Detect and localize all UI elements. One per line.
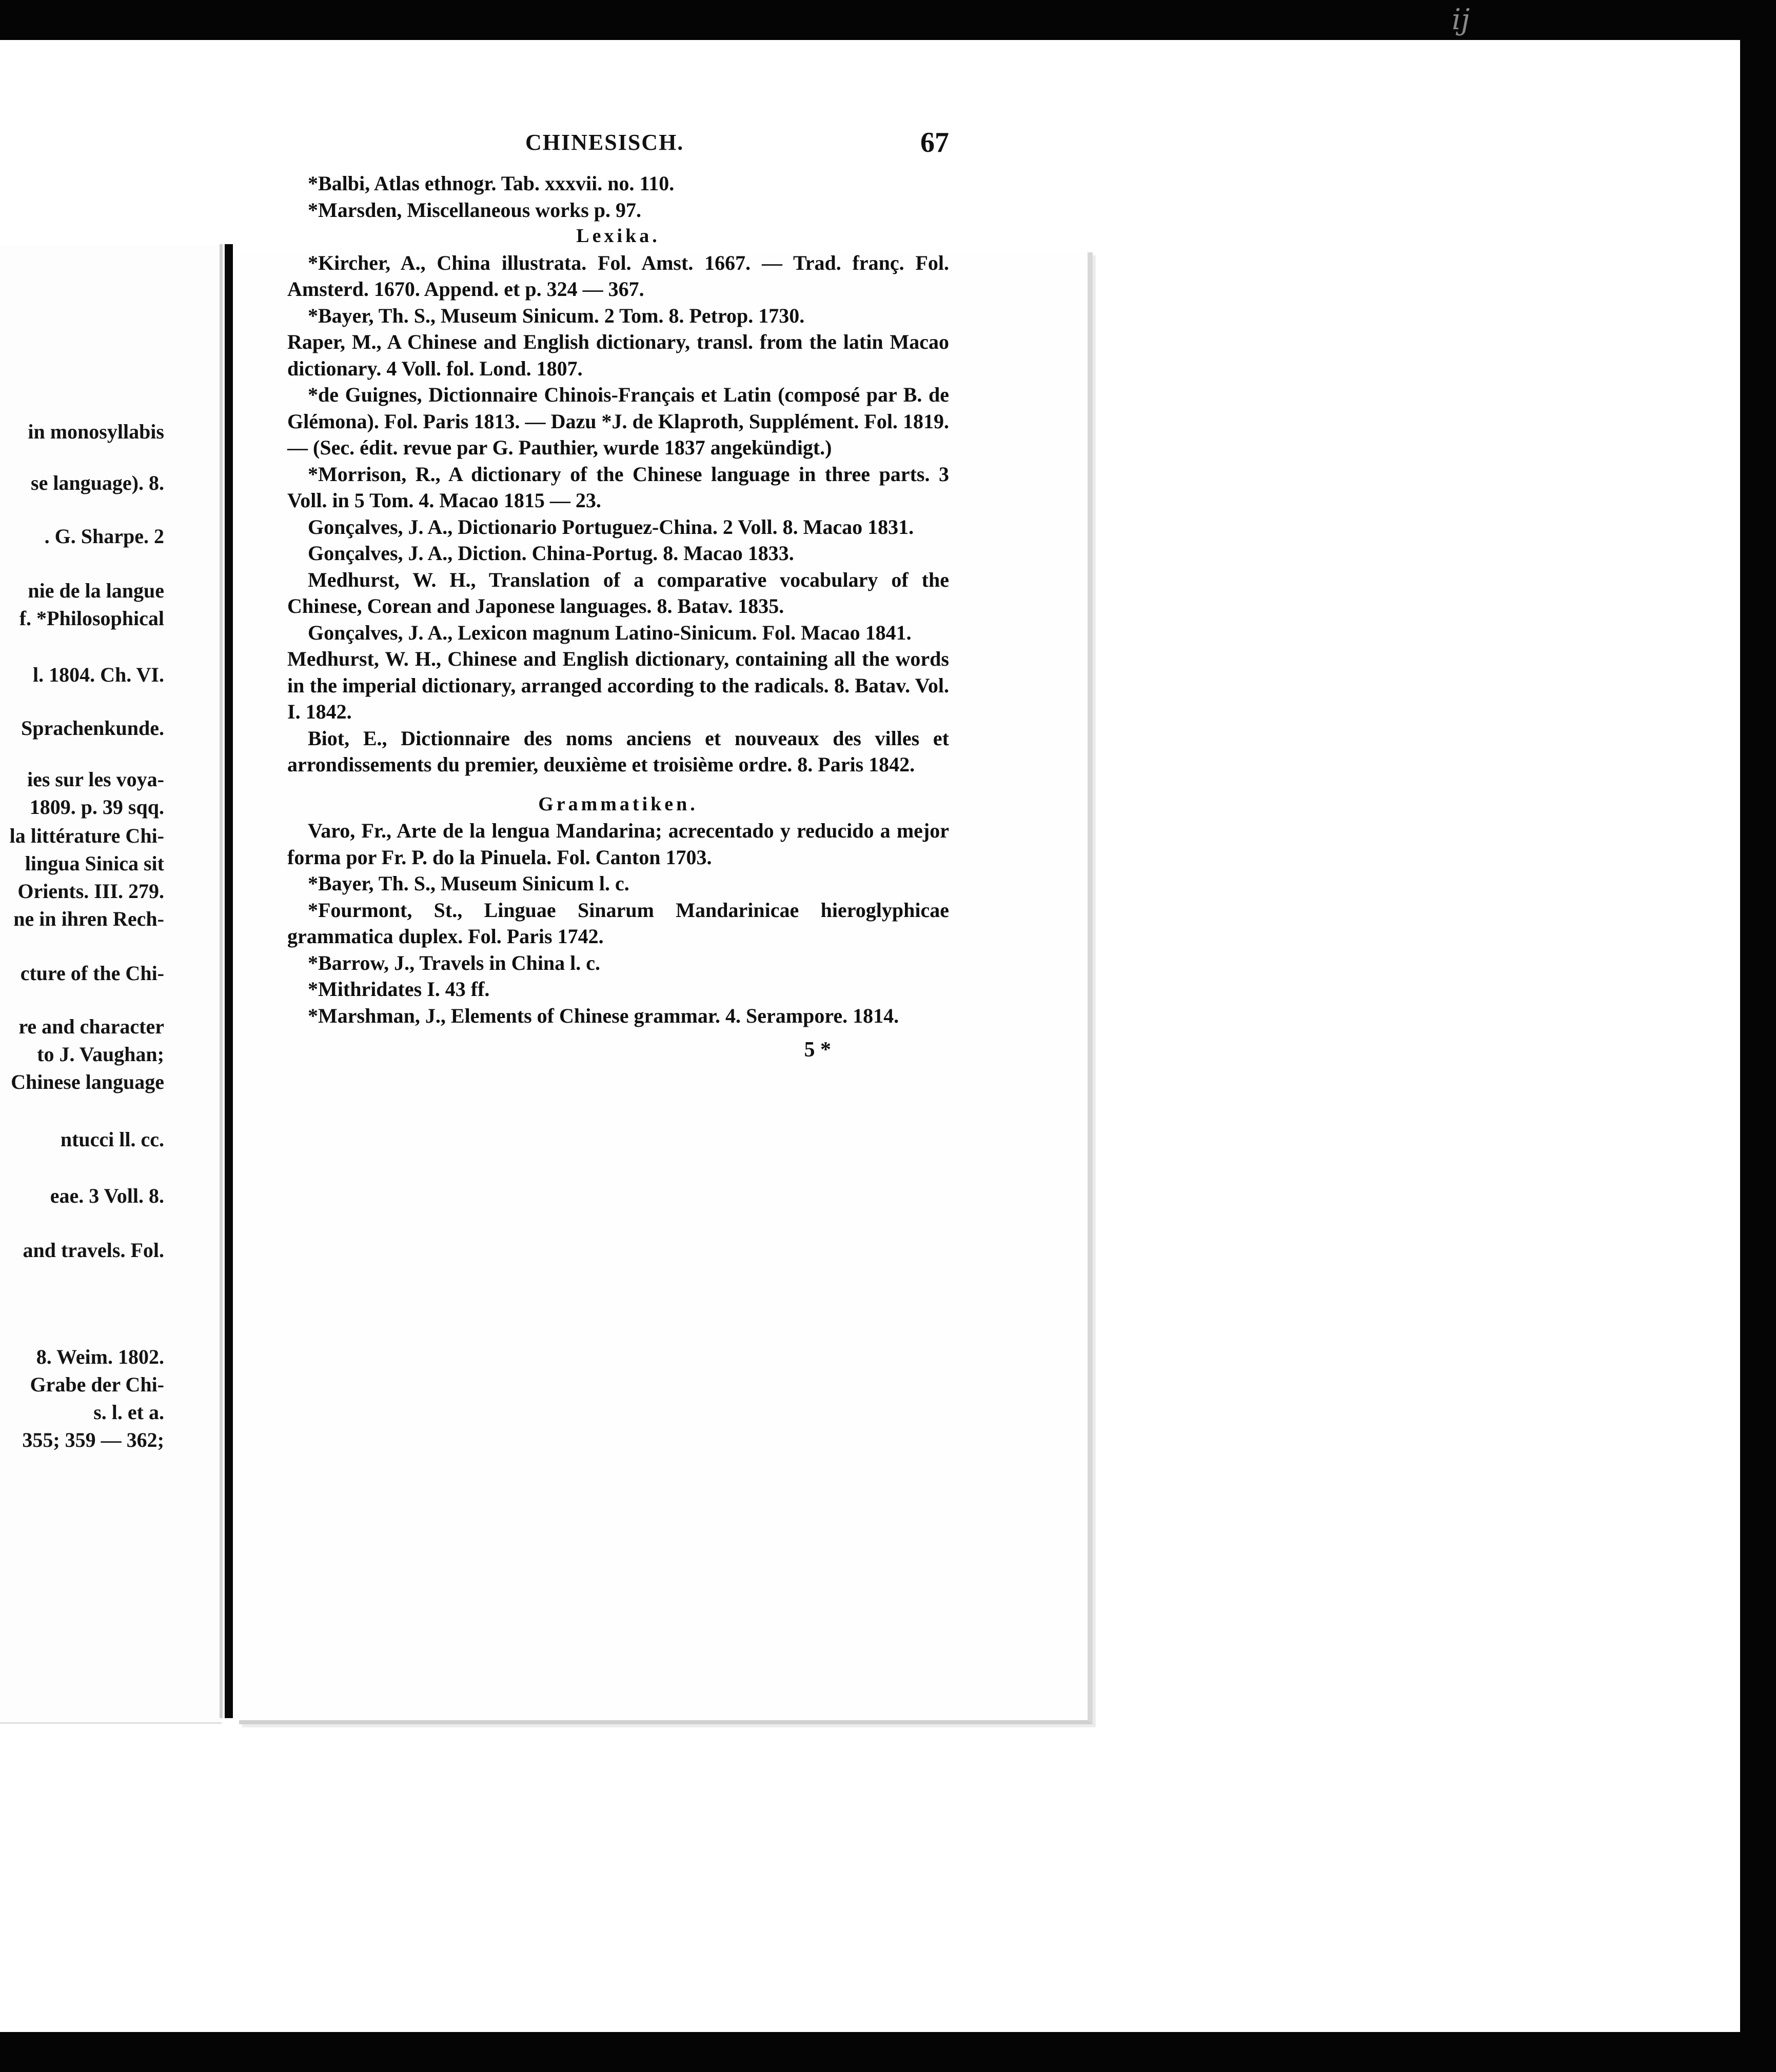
page-header <box>287 129 949 160</box>
left-page-line: 8. Weim. 1802. <box>36 1345 164 1368</box>
bibliography-entry: Medhurst, W. H., Translation of a comparative vocabulary of the Chinese, Corean and Japonese languages. 8. Batav. 1835. <box>287 568 949 617</box>
bibliography-entry: *Mithridates I. 43 ff. <box>308 978 490 1001</box>
left-page-line: . G. Sharpe. 2 <box>44 525 164 548</box>
left-page-line: nie de la langue <box>28 579 164 602</box>
bibliography-entry: *Marsden, Miscellaneous works p. 97. <box>308 198 641 222</box>
left-page-line: ntucci ll. cc. <box>60 1128 164 1151</box>
left-page-line: 1809. p. 39 sqq. <box>29 795 164 819</box>
left-page-line: eae. 3 Voll. 8. <box>50 1184 164 1207</box>
left-page-line: and travels. Fol. <box>23 1239 164 1262</box>
page-number: 67 <box>920 127 949 158</box>
section-heading-lexika: Lexika. <box>576 225 660 247</box>
left-page-line: cture of the Chi- <box>20 962 164 985</box>
left-page-line: to J. Vaughan; <box>37 1043 164 1066</box>
left-page-line: l. 1804. Ch. VI. <box>33 663 164 686</box>
bibliography-entry: *Kircher, A., China illustrata. Fol. Amst. 1667. — Trad. franç. Fol. Amsterd. 1670. Append. et p. 324 — 367. <box>287 251 949 301</box>
left-page-line: 355; 359 — 362; <box>22 1428 164 1451</box>
signature-mark: 5 * <box>804 1038 831 1062</box>
left-page-line: Orients. III. 279. <box>17 880 164 903</box>
left-page-line: ies sur les voya- <box>27 768 164 791</box>
bibliography-entry: *Marshman, J., Elements of Chinese grammar. 4. Serampore. 1814. <box>308 1004 899 1027</box>
bibliography-entry: *Bayer, Th. S., Museum Sinicum l. c. <box>308 872 629 895</box>
left-page-edge <box>220 244 223 1718</box>
left-page-line: Sprachenkunde. <box>21 716 164 740</box>
left-page-line: se language). 8. <box>31 471 164 494</box>
scan-border-top <box>0 0 1776 40</box>
scan-mark: ij <box>1452 3 1470 36</box>
book-spine <box>225 244 233 1718</box>
left-page-line: lingua Sinica sit <box>25 852 164 875</box>
left-page-line: f. *Philosophical <box>19 607 164 630</box>
bibliography-entry: *Bayer, Th. S., Museum Sinicum. 2 Tom. 8. Petrop. 1730. <box>308 304 805 327</box>
left-page-line: Grabe der Chi- <box>30 1373 164 1396</box>
left-page-line: Chinese language <box>11 1070 164 1093</box>
left-page-line: re and character <box>18 1015 164 1038</box>
bibliography-entry: Gonçalves, J. A., Diction. China-Portug. 8. Macao 1833. <box>308 542 794 565</box>
left-page-line: s. l. et a. <box>93 1401 164 1424</box>
bibliography-entry: Medhurst, W. H., Chinese and English dictionary, containing all the words in the imperial dictionary, arranged according to the radicals. 8. Batav. Vol. I. 1842. <box>287 647 949 723</box>
bibliography-entry: Gonçalves, J. A., Lexicon magnum Latino-Sinicum. Fol. Macao 1841. <box>308 621 912 644</box>
running-head: CHINESISCH. <box>525 130 684 155</box>
bibliography-entry: *Barrow, J., Travels in China l. c. <box>308 951 601 974</box>
text-column <box>287 170 949 1085</box>
section-heading-grammatiken: Grammatiken. <box>538 793 698 815</box>
left-page <box>0 245 222 1724</box>
bibliography-entry: Raper, M., A Chinese and English dictionary, transl. from the latin Macao dictionary. 4 Voll. fol. Lond. 1807. <box>287 330 949 380</box>
bibliography-entry: *Balbi, Atlas ethnogr. Tab. xxxvii. no. 110. <box>308 172 675 195</box>
scan-border-bottom <box>0 2032 1776 2072</box>
bibliography-entry: *Morrison, R., A dictionary of the Chinese language in three parts. 3 Voll. in 5 Tom. 4. Macao 1815 — 23. <box>287 462 949 512</box>
left-page-line: la littérature Chi- <box>9 824 164 847</box>
bibliography-entry: Varo, Fr., Arte de la lengua Mandarina; acrecentado y reducido a mejor forma por Fr. P. do la Pinuela. Fol. Canton 1703. <box>287 819 949 869</box>
bibliography-entry: *de Guignes, Dictionnaire Chinois-Français et Latin (composé par B. de Glémona). Fol. Paris 1813. — Dazu *J. de Klaproth, Supplément. Fol. 1819. — (Sec. édit. revue par G. Pauthier, wurde 1837 angekündigt.) <box>287 383 949 459</box>
scan-border-right <box>1740 0 1776 2072</box>
bibliography-entry: *Fourmont, St., Linguae Sinarum Mandarinicae hieroglyphicae grammatica duplex. Fol. Paris 1742. <box>287 898 949 948</box>
left-page-line: in monosyllabis <box>28 420 164 443</box>
left-page-line: ne in ihren Rech- <box>13 907 164 930</box>
bibliography-entry: Biot, E., Dictionnaire des noms anciens et nouveaux des villes et arrondissements du premier, deuxième et troisième ordre. 8. Paris 1842. <box>287 726 949 776</box>
bibliography-entry: Gonçalves, J. A., Dictionario Portuguez-China. 2 Voll. 8. Macao 1831. <box>308 515 914 539</box>
